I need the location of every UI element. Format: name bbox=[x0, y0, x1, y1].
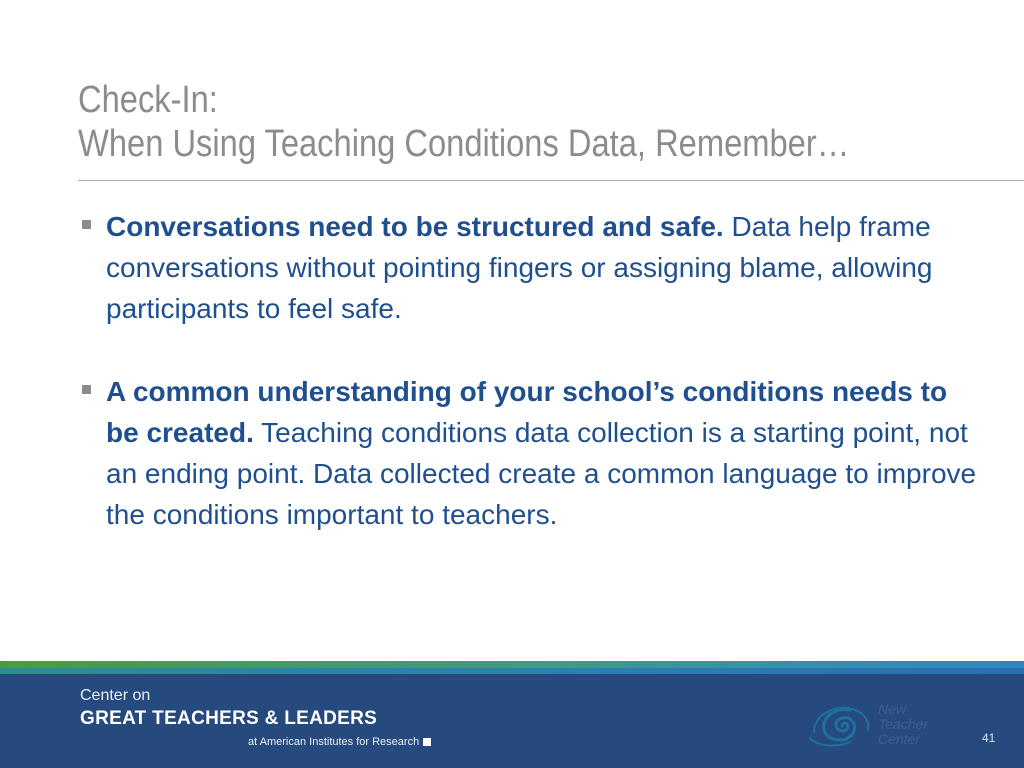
org-affiliation: at American Institutes for Research bbox=[248, 736, 420, 748]
title-line-1: Check-In: bbox=[78, 79, 218, 121]
bullet-bold-text: Conversations need to be structured and safe. bbox=[106, 211, 724, 242]
partner-name-line: Teacher bbox=[878, 716, 929, 732]
bullet-item bbox=[82, 371, 987, 535]
slide-title bbox=[78, 78, 849, 166]
footer-stripe-green bbox=[0, 661, 1024, 668]
square-bullet-icon bbox=[82, 385, 91, 394]
bullet-bold-text: A common understanding of your school’s conditions needs to be created. bbox=[106, 376, 948, 448]
square-bullet-icon bbox=[82, 220, 91, 229]
bullet-item bbox=[82, 206, 987, 329]
partner-name-line: Center bbox=[878, 731, 921, 747]
bullet-body-text: Teaching conditions data collection is a starting point, not an ending point. Data collected create a common language to improve the conditions important to teachers. bbox=[106, 417, 977, 530]
org-name-line-1: Center on bbox=[80, 687, 151, 704]
bullet-body-text: Data help frame conversations without pointing fingers or assigning blame, allowing participants to feel safe. bbox=[106, 211, 933, 324]
title-line-2: When Using Teaching Conditions Data, Remember… bbox=[78, 123, 850, 165]
swirl-logo-icon bbox=[806, 702, 874, 748]
partner-name bbox=[878, 702, 928, 747]
partner-name-line: New bbox=[878, 701, 907, 717]
page-number: 41 bbox=[982, 731, 996, 745]
title-divider bbox=[78, 180, 1024, 181]
org-name-line-2: GREAT TEACHERS & LEADERS bbox=[80, 708, 378, 729]
org-name-line-3 bbox=[248, 736, 431, 748]
bullet-list bbox=[82, 206, 987, 535]
square-mark-icon bbox=[423, 738, 431, 746]
